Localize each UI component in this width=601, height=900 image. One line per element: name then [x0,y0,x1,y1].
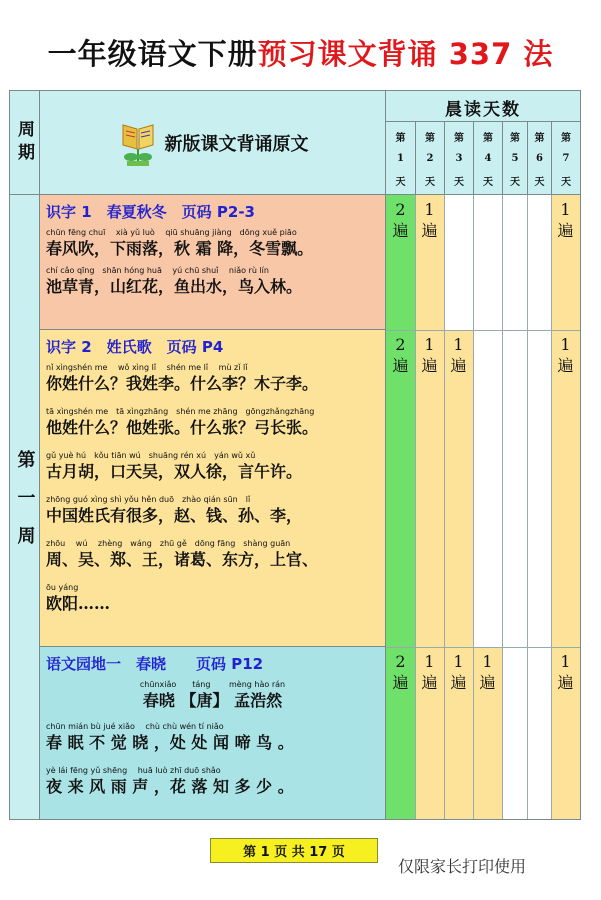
section-lesson-2: 识字 2 姓氏歌 页码 P4 nǐ xìngshén me wǒ xìng lǐ shén me lǐ mù zǐ lǐ 你姓什么？我姓李。什么李？木子李。 tā xìngshén me tā xìngzhāng shén me zhāng gōngzhǎngzhāng 他姓什么？他姓张。什么张？弓长张。 gǔ yuè hú kǒu tiān wú shuāng rén xú yán wǔ xǔ 古月胡，口天吴，双人徐，言午许。 zhōng guó xìng shì yǒu hěn duō zhào qián sūn lǐ 中国姓氏有很多，赵、钱、孙、李， zhōu wú zhèng wáng zhū gě dōng fāng shàng guān 周、吴、郑、王，诸葛、东方，上官、 ōu yáng 欧阳…… [40,330,386,647]
reading-count: 1 遍 [557,200,574,240]
reading-count: 1 遍 [421,200,438,240]
page-counter: 第 1 页 共 17 页 [210,838,378,863]
page-title: 一年级语文下册预习课文背诵 337 法 [47,37,554,71]
reading-count: 1 遍 [450,652,467,692]
section-heading: 语文园地一 春晓 页码 P12 [46,655,264,673]
reading-days-header: 晨读天数 第 1 天 第 2 天 第 3 天 第 4 天 第 5 天 第 6 天 第 7 天 [386,91,580,195]
schedule-table [9,90,581,820]
reading-count: 2 遍 [392,200,409,240]
content-header: 新版课文背诵原文 [40,91,386,195]
reading-count: 1 遍 [557,335,574,375]
day-6-column [527,195,551,819]
day-7-header: 第 7 天 [551,122,580,195]
section-heading: 识字 1 春夏秋冬 页码 P2-3 [46,203,255,221]
day-7-column [551,195,580,819]
day-4-column [473,195,502,819]
day-2-column [415,195,444,819]
week-label: 第一周 [10,195,40,819]
section-lesson-1: 识字 1 春夏秋冬 页码 P2-3 chūn fēng chuī xià yǔ luò qiū shuāng jiàng dōng xuě piāo 春风吹，下雨落，秋 霜 降，冬雪飘。 chí cǎo qīng shān hóng huā yú chū shuǐ niǎo rù lín 池草青，山红花，鱼出水，鸟入林。 [40,195,386,330]
section-heading: 识字 2 姓氏歌 页码 P4 [46,338,224,356]
row-divider [386,330,580,331]
day-6-header: 第 6 天 [527,122,551,195]
day-5-header: 第 5 天 [502,122,527,195]
reading-tracker-grid [386,195,580,819]
print-note: 仅限家长打印使用 [398,857,527,876]
day-1-header: 第 1 天 [395,133,406,188]
reading-count: 1 遍 [450,335,467,375]
reading-count: 2 遍 [392,335,409,375]
week-header: 周期 [10,91,40,195]
day-1-column [386,195,415,819]
reading-count: 1 遍 [557,652,574,692]
book-plant-icon [117,119,159,167]
day-2-header: 第 2 天 [415,122,444,195]
section-lesson-3: 语文园地一 春晓 页码 P12 chūnxiǎo táng mèng hào rán 春晓 【唐】 孟浩然 chūn mián bù jué xiǎo chù chù wén tí niǎo 春 眠 不 觉 晓 ，处 处 闻 啼 鸟 。 yè lái fēng yǔ shēng huā luò zhī duō shǎo 夜 来 风 雨 声 ，花 落 知 多 少 。 [40,647,386,819]
day-3-column [444,195,473,819]
reading-count: 2 遍 [392,652,409,692]
reading-count: 1 遍 [421,652,438,692]
day-4-header: 第 4 天 [473,122,502,195]
row-divider [386,647,580,648]
day-5-column [502,195,527,819]
day-3-header: 第 3 天 [444,122,473,195]
reading-count: 1 遍 [421,335,438,375]
reading-count: 1 遍 [479,652,496,692]
